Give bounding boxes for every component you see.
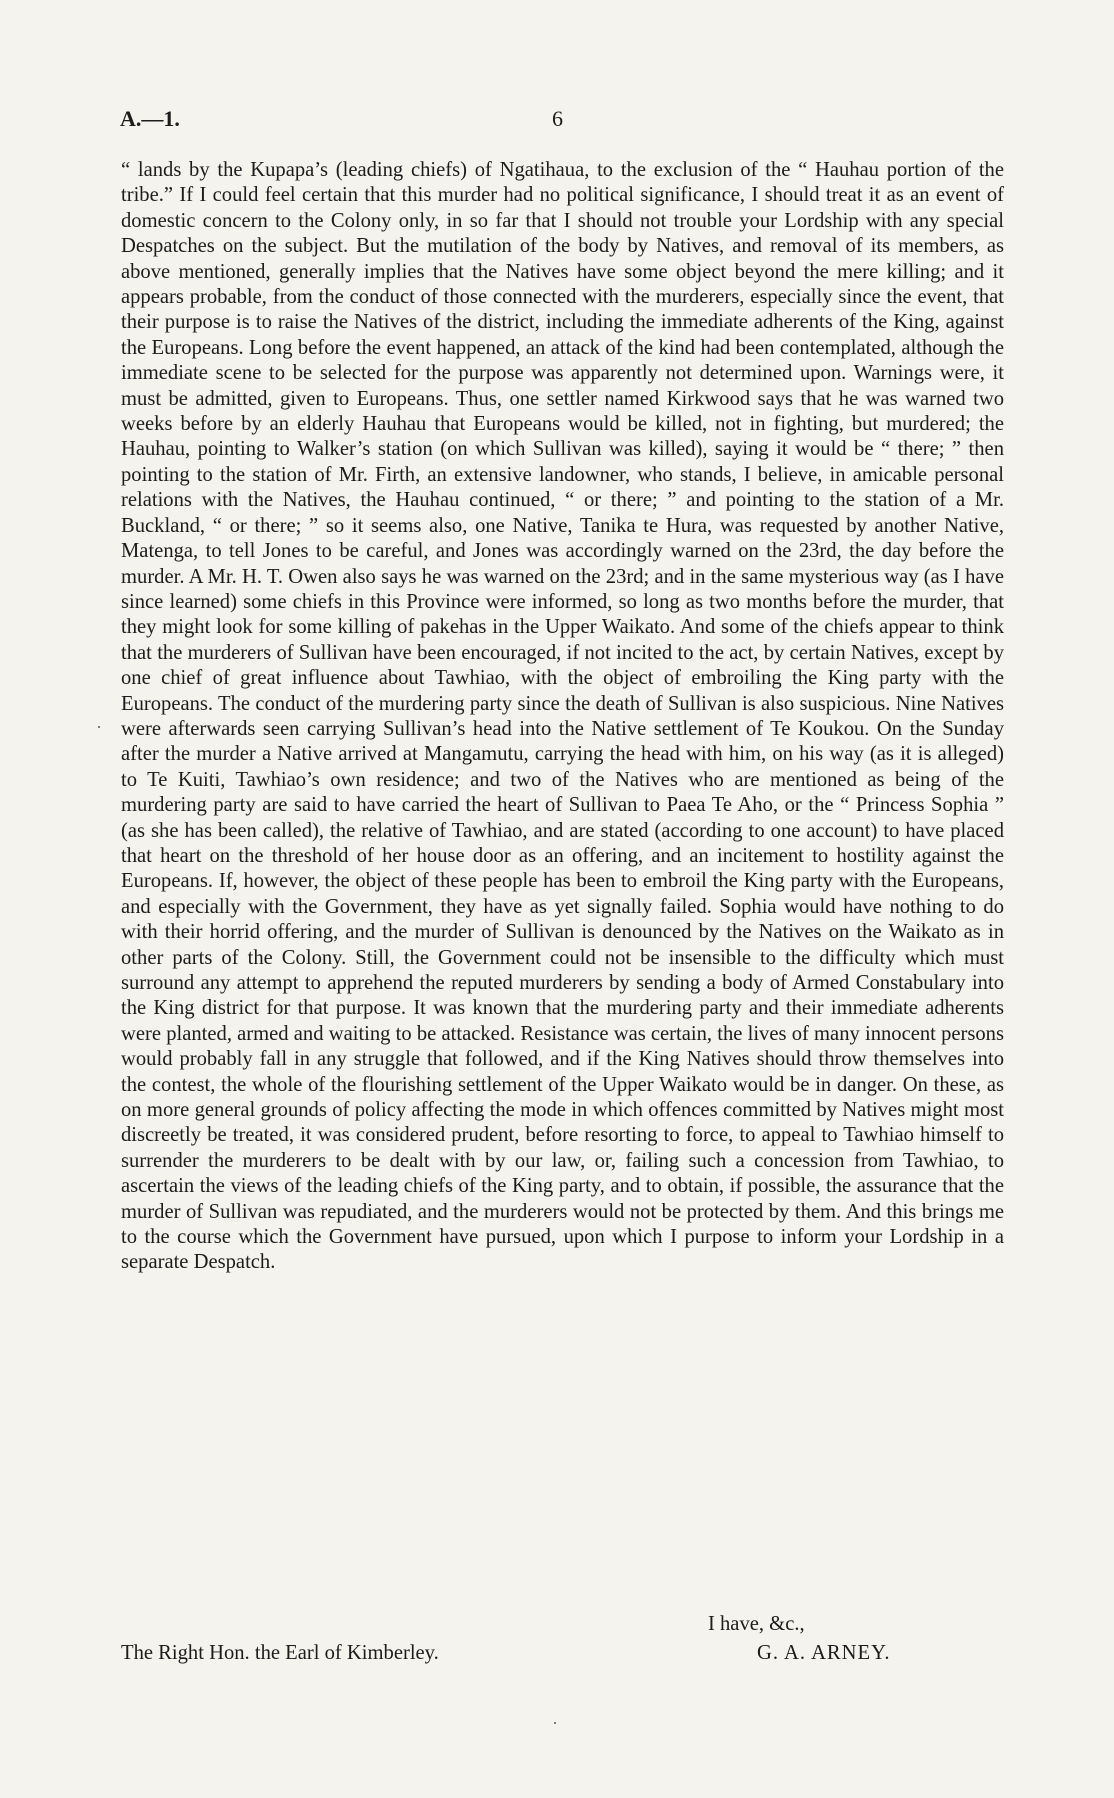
paper-speck	[98, 726, 100, 728]
body-paragraph: “ lands by the Kupapa’s (leading chiefs) of Ngatihaua, to the exclusion of the “ Hauhau portion of the tribe.” If I could feel certain that this murder had no political significance, I should treat it as an event of domestic concern to the Colony only, in so far that I should not trouble your Lordship with any special Despatches on the subject. But the mutilation of the body by Natives, and removal of its members, as above mentioned, generally implies that the Natives have some object beyond the mere killing; and it appears probable, from the conduct of those connected with the murderers, especially since the event, that their purpose is to raise the Natives of the district, including the immediate adherents of the King, against the Europeans. Long before the event happened, an attack of the kind had been contemplated, although the immediate scene to be selected for the purpose was apparently not determined upon. Warnings were, it must be admitted, given to Europeans. Thus, one settler named Kirkwood says that he was warned two weeks before by an elderly Hauhau that Europeans would be killed, not in fighting, but murdered; the Hauhau, pointing to Walker’s station (on which Sullivan was killed), saying it would be “ there; ” then pointing to the station of Mr. Firth, an extensive landowner, who stands, I believe, in amicable personal relations with the Natives, the Hauhau continued, “ or there; ” and pointing to the station of a Mr. Buckland, “ or there; ” so it seems also, one Native, Tanika te Hura, was requested by another Native, Matenga, to tell Jones to be careful, and Jones was accordingly warned on the 23rd, the day before the murder. A Mr. H. T. Owen also says he was warned on the 23rd; and in the same mysterious way (as I have since learned) some chiefs in this Province were informed, so long as two months before the murder, that they might look for some killing of pakehas in the Upper Waikato. And some of the chiefs appear to think that the murderers of Sullivan have been encouraged, if not incited to the act, by certain Natives, except by one chief of great influence about Tawhiao, with the object of embroiling the King party with the Europeans. The conduct of the murdering party since the death of Sullivan is also suspicious. Nine Natives were afterwards seen carrying Sullivan’s head into the Native settlement of Te Koukou. On the Sunday after the murder a Native arrived at Mangamutu, carrying the head with him, on his way (as it is alleged) to Te Kuiti, Tawhiao’s own residence; and two of the Natives who are mentioned as being of the murdering party are said to have carried the heart of Sullivan to Paea Te Aho, or the “ Princess Sophia ” (as she has been called), the relative of Tawhiao, and are stated (according to one account) to have placed that heart on the threshold of her house door as an offering, and an incitement to hostility against the Europeans. If, however, the object of these people has been to embroil the King party with the Europeans, and especially with the Government, they have as yet signally failed. Sophia would have nothing to do with their horrid offering, and the murder of Sullivan is denounced by the Natives on the Waikato as in other parts of the Colony. Still, the Government could not be insensible to the difficulty which must surround any attempt to apprehend the reputed murderers by sending a body of Armed Constabulary into the King district for that purpose. It was known that the murdering party and their immediate adherents were planted, armed and waiting to be attacked. Resistance was certain, the lives of many innocent persons would probably fall in any struggle that followed, and if the King Natives should throw themselves into the contest, the whole of the flourishing settlement of the Upper Waikato would be in danger. On these, as on more general grounds of policy affecting the mode in which offences committed by Natives might most discreetly be treated, it was considered prudent, before resorting to force, to appeal to Tawhiao himself to surrender the murderers to be dealt with by our law, or, failing such a concession from Tawhiao, to ascertain the views of the leading chiefs of the King party, and to obtain, if possible, the assurance that the murder of Sullivan was repudiated, and the murderers would not be protected by them. And this brings me to the course which the Government have pursued, upon which I purpose to inform your Lordship in a separate Despatch.	[121, 159, 1004, 1274]
signature: G. A. ARNEY.	[757, 1642, 891, 1664]
document-reference: A.—1.	[120, 106, 180, 131]
page-header	[120, 106, 1000, 136]
sign-off: I have, &c.,	[708, 1613, 805, 1635]
addressee: The Right Hon. the Earl of Kimberley.	[121, 1642, 439, 1664]
page-number: 6	[552, 106, 563, 131]
paper-speck	[554, 1722, 556, 1724]
